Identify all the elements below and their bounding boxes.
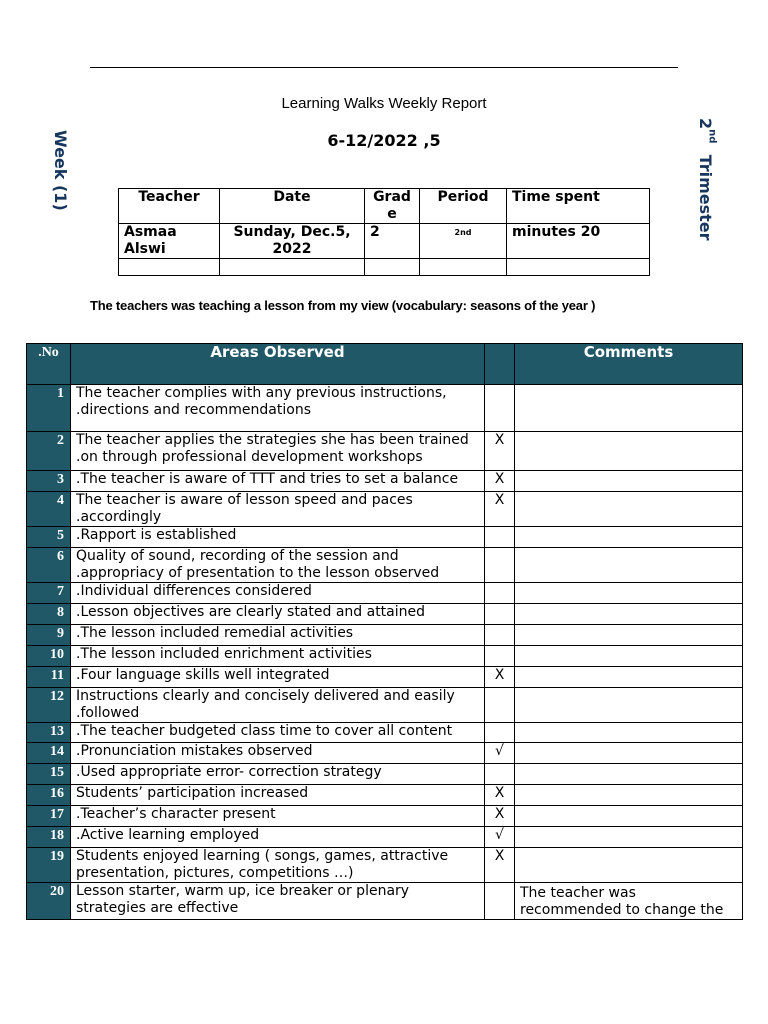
header-date: Date [220,189,365,224]
comment-cell [515,646,743,667]
area-observed: .Lesson objectives are clearly stated and attained [71,604,485,625]
col-mark-header [485,344,515,385]
observation-mark: X [485,667,515,688]
area-observed: .Individual differences considered [71,583,485,604]
comment-cell [515,492,743,527]
area-observed: .Used appropriate error- correction strategy [71,764,485,785]
table-row [27,548,743,583]
comment-cell [515,764,743,785]
area-observed: .The lesson included enrichment activities [71,646,485,667]
row-number: 18 [27,827,71,848]
comment-cell [515,785,743,806]
row-number: 12 [27,688,71,723]
observation-mark: X [485,492,515,527]
observation-rows [27,385,743,920]
row-number: 9 [27,625,71,646]
comment-cell [515,527,743,548]
table-row [27,688,743,723]
grade-value: 2 [365,224,420,259]
trimester-label [696,118,717,241]
table-row [27,604,743,625]
trimester-word: Trimester [696,154,715,241]
comment-cell [515,723,743,743]
lesson-info-table [118,188,650,276]
observation-mark [485,688,515,723]
header-teacher: Teacher [119,189,220,224]
table-row [27,785,743,806]
area-observed: Students enjoyed learning ( songs, games, attractive presentation, pictures, competitions …) [71,848,485,883]
col-number-header: .No [27,344,71,385]
empty-cell [365,259,420,276]
empty-cell [220,259,365,276]
area-observed: .The lesson included remedial activities [71,625,485,646]
row-number: 14 [27,743,71,764]
observation-mark: X [485,432,515,471]
report-dates: 6-12/2022 ,5 [327,131,441,150]
table-row [27,848,743,883]
table-row [27,827,743,848]
row-number: 15 [27,764,71,785]
table-row [27,625,743,646]
time-spent-value: minutes 20 [507,224,650,259]
comment-cell [515,848,743,883]
observation-mark: X [485,471,515,492]
row-number: 11 [27,667,71,688]
header-time-spent: Time spent [507,189,650,224]
empty-cell [119,259,220,276]
table-row [27,432,743,471]
table-row [27,883,743,920]
info-empty-row [119,259,650,276]
row-number: 17 [27,806,71,827]
comment-cell: The teacher was recommended to change the [515,883,743,920]
observation-mark [485,385,515,432]
table-row [27,723,743,743]
area-observed: .The teacher is aware of TTT and tries to set a balance [71,471,485,492]
row-number: 10 [27,646,71,667]
row-number: 3 [27,471,71,492]
observation-mark: X [485,848,515,883]
comment-cell [515,827,743,848]
row-number: 4 [27,492,71,527]
table-row [27,806,743,827]
header-period: Period [420,189,507,224]
row-number: 19 [27,848,71,883]
info-header-row [119,189,650,224]
col-areas-header: Areas Observed [71,344,485,385]
comment-cell [515,432,743,471]
info-value-row [119,224,650,259]
comment-cell [515,688,743,723]
observation-table [26,343,743,920]
comment-cell [515,667,743,688]
observation-mark: X [485,806,515,827]
comment-cell [515,743,743,764]
observation-header-row [27,344,743,385]
lesson-note: The teachers was teaching a lesson from my view (vocabulary: seasons of the year ) [90,298,596,313]
observation-mark [485,764,515,785]
table-row [27,527,743,548]
area-observed: .Teacher’s character present [71,806,485,827]
area-observed: .Rapport is established [71,527,485,548]
observation-mark: X [485,785,515,806]
row-number: 6 [27,548,71,583]
table-row [27,646,743,667]
area-observed: .Pronunciation mistakes observed [71,743,485,764]
row-number: 13 [27,723,71,743]
observation-mark: √ [485,827,515,848]
comment-cell [515,385,743,432]
report-title: Learning Walks Weekly Report [281,95,487,112]
week-label: Week (1) [51,130,70,211]
table-row [27,492,743,527]
area-observed: Instructions clearly and concisely delivered and easily .followed [71,688,485,723]
observation-mark: √ [485,743,515,764]
observation-mark [485,723,515,743]
observation-mark [485,583,515,604]
table-row [27,471,743,492]
table-row [27,583,743,604]
row-number: 20 [27,883,71,920]
observation-mark [485,883,515,920]
empty-cell [507,259,650,276]
table-row [27,743,743,764]
comment-cell [515,604,743,625]
comment-cell [515,806,743,827]
row-number: 7 [27,583,71,604]
area-observed: The teacher is aware of lesson speed and paces .accordingly [71,492,485,527]
area-observed: .The teacher budgeted class time to cover all content [71,723,485,743]
row-number: 2 [27,432,71,471]
table-row [27,385,743,432]
area-observed: The teacher applies the strategies she has been trained .on through professional development workshops [71,432,485,471]
area-observed: .Four language skills well integrated [71,667,485,688]
area-observed: Lesson starter, warm up, ice breaker or plenary strategies are effective [71,883,485,920]
row-number: 1 [27,385,71,432]
observation-mark [485,604,515,625]
comment-cell [515,548,743,583]
period-ordinal: 2nd [454,228,472,237]
period-value [420,224,507,259]
observation-mark [485,527,515,548]
trimester-number: 2 [696,118,715,130]
comment-cell [515,471,743,492]
observation-mark [485,548,515,583]
observation-mark [485,646,515,667]
comment-cell [515,625,743,646]
table-row [27,667,743,688]
area-observed: .Active learning employed [71,827,485,848]
teacher-name: Asmaa Alswi [119,224,220,259]
comment-cell [515,583,743,604]
area-observed: Quality of sound, recording of the session and .appropriacy of presentation to the lesson observed [71,548,485,583]
row-number: 16 [27,785,71,806]
table-row [27,764,743,785]
header-grade: Grad e [365,189,420,224]
col-comments-header: Comments [515,344,743,385]
area-observed: The teacher complies with any previous instructions, .directions and recommendations [71,385,485,432]
row-number: 8 [27,604,71,625]
top-divider [90,67,678,68]
empty-cell [420,259,507,276]
trimester-ordinal: nd [706,129,718,144]
area-observed: Students’ participation increased [71,785,485,806]
observation-mark [485,625,515,646]
lesson-date: Sunday, Dec.5, 2022 [220,224,365,259]
row-number: 5 [27,527,71,548]
